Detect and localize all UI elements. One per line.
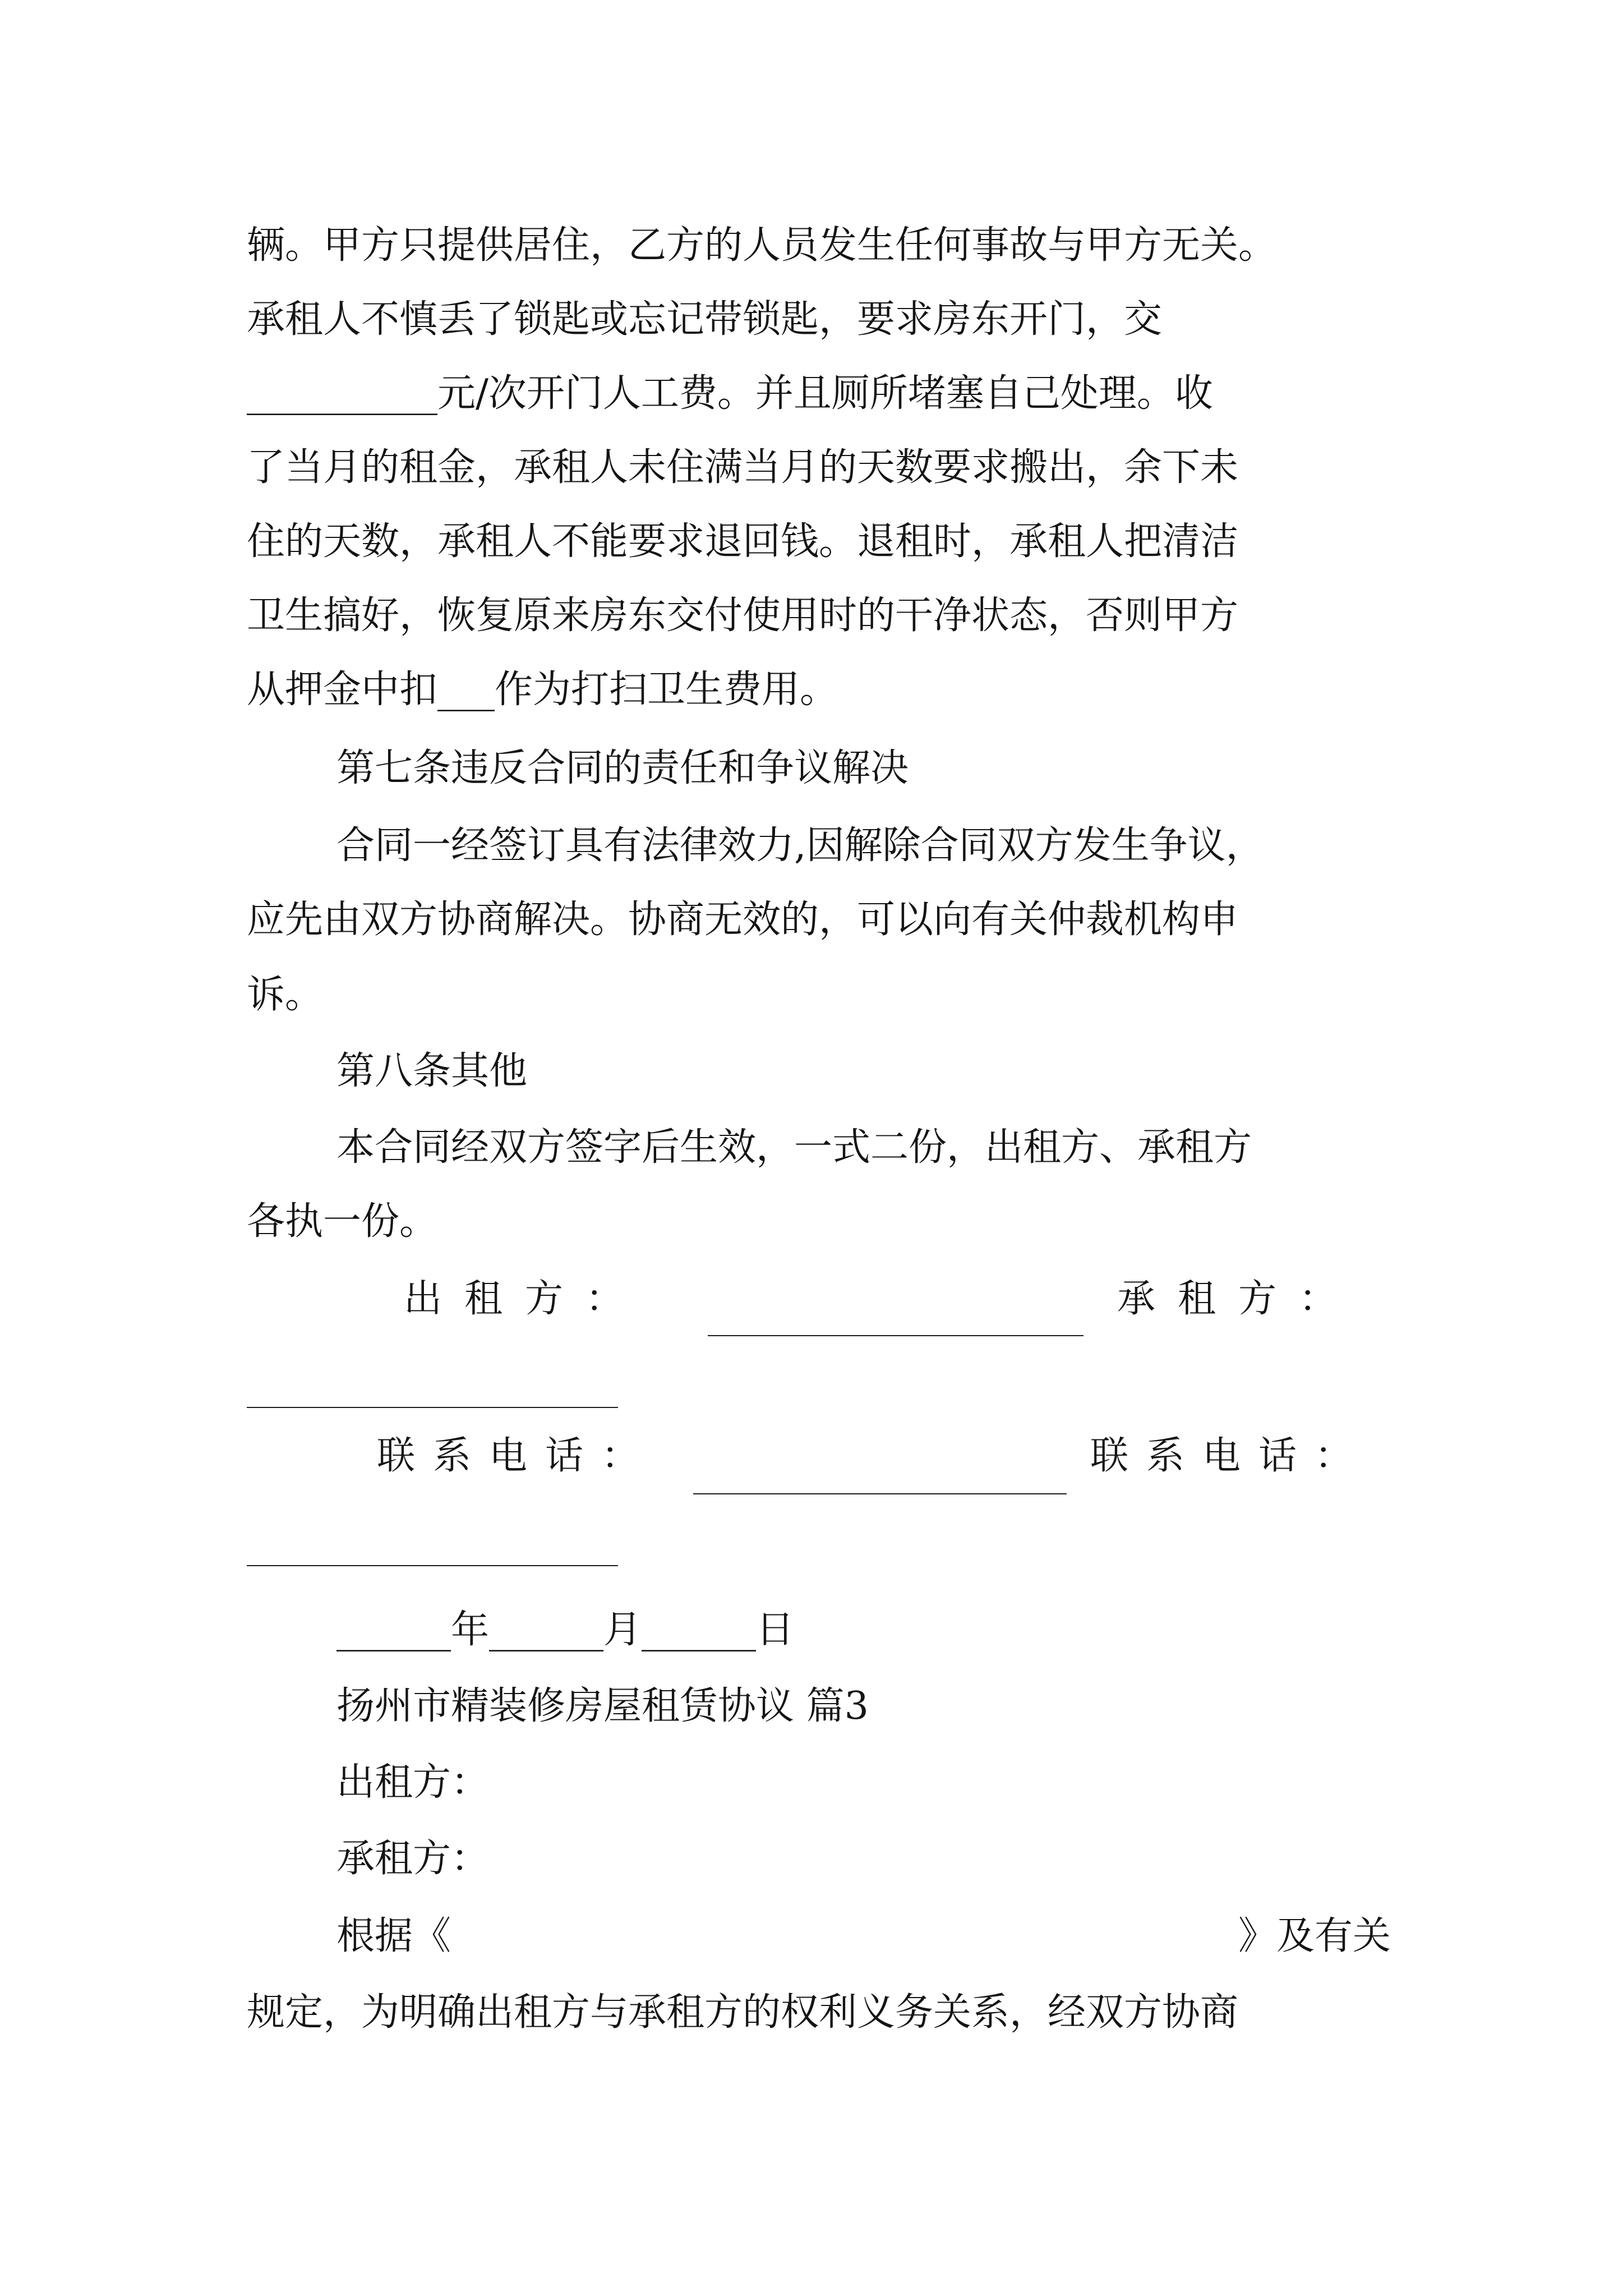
day-blank: ______ bbox=[642, 1608, 757, 1652]
paragraph-line: 承租人不慎丢了锁匙或忘记带锁匙，要求房东开门，交 bbox=[247, 297, 1163, 342]
paragraph-line: 了当月的租金，承租人未住满当月的天数要求搬出，余下未 bbox=[247, 445, 1239, 490]
section-title: 扬州市精装修房屋租赁协议 篇3 bbox=[336, 1684, 869, 1728]
article-heading: 第七条违反合同的责任和争议解决 bbox=[336, 746, 909, 790]
paragraph-line: 从押金中扣___作为打扫卫生费用。 bbox=[247, 668, 838, 712]
paragraph-line: 诉。 bbox=[247, 973, 324, 1017]
year-label: 年 bbox=[451, 1608, 490, 1652]
paragraph-line: 应先由双方协商解决。协商无效的，可以向有关仲裁机构申 bbox=[247, 898, 1239, 942]
paragraph-line: 本合同经双方签字后生效，一式二份，出租方、承租方 bbox=[336, 1125, 1252, 1170]
lessee-signature-line bbox=[247, 1407, 618, 1408]
paragraph-line: 卫生搞好，恢复原来房东交付使用时的干净状态，否则甲方 bbox=[247, 593, 1239, 638]
lessor-field: 出租方： bbox=[336, 1760, 490, 1805]
paragraph-line: 住的天数，承租人不能要求退回钱。退租时，承租人把清洁 bbox=[247, 519, 1239, 564]
lessor-label: 出租方： bbox=[404, 1277, 647, 1321]
lessor-phone-line bbox=[693, 1493, 1067, 1494]
paragraph-line: 规定，为明确出租方与承租方的权利义务关系，经双方协商 bbox=[247, 1990, 1239, 2035]
month-blank: ______ bbox=[489, 1608, 604, 1652]
paragraph-line: 各执一份。 bbox=[247, 1199, 438, 1244]
basis-open: 根据《 bbox=[336, 1914, 451, 1958]
lessee-phone-line bbox=[247, 1565, 618, 1566]
paragraph-line bbox=[247, 367, 1213, 421]
day-label: 日 bbox=[756, 1608, 795, 1652]
paragraph-text: 元/次开门人工费。并且厕所堵塞自己处理。收 bbox=[437, 371, 1213, 416]
year-blank: ______ bbox=[336, 1608, 451, 1652]
lessor-signature-line bbox=[708, 1335, 1083, 1336]
lessee-label: 承租方： bbox=[1117, 1277, 1360, 1321]
article-heading: 第八条其他 bbox=[336, 1049, 528, 1093]
lessee-field: 承租方： bbox=[336, 1837, 490, 1881]
basis-line bbox=[336, 1910, 1391, 1963]
month-label: 月 bbox=[603, 1608, 642, 1652]
fee-blank: __________ bbox=[247, 371, 437, 416]
paragraph-line: 辆。甲方只提供居住，乙方的人员发生任何事故与甲方无关。 bbox=[247, 223, 1277, 268]
paragraph-line: 合同一经签订具有法律效力,因解除合同双方发生争议， bbox=[336, 823, 1264, 868]
lessee-phone-label: 联系电话： bbox=[1090, 1434, 1371, 1478]
lessor-phone-label: 联系电话： bbox=[377, 1434, 658, 1478]
date-line bbox=[336, 1603, 794, 1657]
basis-close: 》及有关 bbox=[1238, 1914, 1391, 1958]
